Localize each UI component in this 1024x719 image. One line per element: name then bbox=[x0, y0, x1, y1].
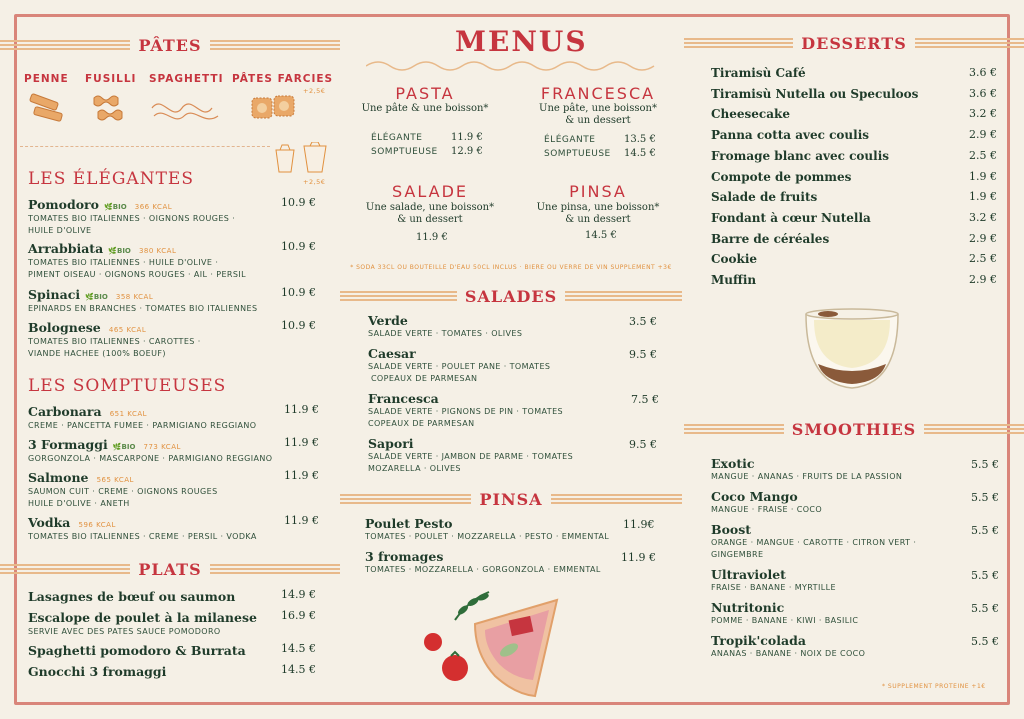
dessert-glass-icon bbox=[802, 306, 902, 392]
list-item: Vodka 596 KCAL TOMATES BIO ITALIENNES · CREME · PERSIL · VODKA bbox=[28, 515, 257, 541]
bio-leaf-icon: 🌿 bbox=[112, 443, 122, 451]
salades-banner bbox=[340, 288, 682, 304]
item-price: 11.9 € bbox=[284, 403, 319, 416]
list-item: 3 Formaggi 🌿BIO 773 KCAL GORGONZOLA · MASCARPONE · PARMIGIANO REGGIANO bbox=[28, 437, 273, 463]
farcies-supplement: +2,5€ bbox=[303, 87, 326, 95]
divider bbox=[20, 146, 270, 147]
pasta-type-farcies: PÂTES FARCIES bbox=[232, 73, 334, 85]
list-item: Lasagnes de bœuf ou saumon bbox=[28, 589, 236, 604]
item-price: 11.9 € bbox=[621, 551, 656, 564]
list-item: Gnocchi 3 fromaggi bbox=[28, 664, 167, 679]
pinsa-banner bbox=[340, 491, 682, 507]
list-item: Exotic MANGUE · ANANAS · FRUITS DE LA PASSION bbox=[711, 456, 903, 481]
list-item: Boost ORANGE · MANGUE · CAROTTE · CITRON VERT · GINGEMBRE bbox=[711, 522, 917, 559]
menu-pasta-sub: Une pâte & une boisson* bbox=[361, 103, 489, 114]
list-item: Spinaci 🌿BIO 358 KCAL EPINARDS EN BRANCHES · TOMATES BIO ITALIENNES bbox=[28, 287, 258, 313]
item-price: 10.9 € bbox=[281, 286, 316, 299]
list-item: Tiramisù Café 3.6 € bbox=[711, 66, 997, 80]
item-price: 5.5 € bbox=[971, 458, 999, 471]
list-item: Sapori SALADE VERTE · JAMBON DE PARME · TOMATES MOZARELLA · OLIVES bbox=[368, 436, 574, 473]
list-item: Verde SALADE VERTE · TOMATES · OLIVES bbox=[368, 313, 523, 338]
item-price: 5.5 € bbox=[971, 524, 999, 537]
list-item: Spaghetti pomodoro & Burrata bbox=[28, 643, 246, 658]
list-item: Escalope de poulet à la milanese SERVIE AVEC DES PATES SAUCE POMODORO bbox=[28, 610, 257, 636]
item-price: 11.9 € bbox=[284, 514, 319, 527]
pinsa-title: PINSA bbox=[479, 489, 543, 509]
item-price: 9.5 € bbox=[629, 438, 657, 451]
smoothies-title: SMOOTHIES bbox=[791, 419, 917, 439]
menus-title: MENUS bbox=[455, 25, 588, 58]
pasta-type-fusilli: FUSILLI bbox=[85, 73, 137, 85]
item-price: 11.9 € bbox=[284, 436, 319, 449]
list-item: Nutritonic POMME · BANANE · KIWI · BASILIC bbox=[711, 600, 859, 625]
spaghetti-icon bbox=[152, 104, 218, 119]
list-item: 3 fromages TOMATES · MOZZARELLA · GORGONZOLA · EMMENTAL bbox=[365, 549, 601, 574]
list-item: Fromage blanc avec coulis 2.5 € bbox=[711, 149, 997, 163]
pizza-slice-icon bbox=[475, 600, 557, 696]
item-price: 16.9 € bbox=[281, 609, 316, 622]
takeaway-box-icon bbox=[272, 142, 332, 176]
list-item: Panna cotta avec coulis 2.9 € bbox=[711, 128, 997, 142]
plats-title: PLATS bbox=[138, 559, 202, 579]
pizza-illustration bbox=[415, 590, 575, 700]
list-item: Salmone 565 KCAL SAUMON CUIT · CREME · OIGNONS ROUGES HUILE D'OLIVE · ANETH bbox=[28, 470, 218, 508]
item-price: 14.5 € bbox=[281, 642, 316, 655]
menu-francesca-title: FRANCESCA bbox=[540, 84, 656, 103]
list-item: Muffin 2.9 € bbox=[711, 273, 997, 287]
list-item: Fondant à cœur Nutella 3.2 € bbox=[711, 211, 997, 225]
plats-banner bbox=[0, 561, 340, 577]
list-item: Barre de céréales 2.9 € bbox=[711, 232, 997, 246]
item-price: 5.5 € bbox=[971, 491, 999, 504]
list-item: Cheesecake 3.2 € bbox=[711, 107, 997, 121]
list-item: Tiramisù Nutella ou Speculoos 3.6 € bbox=[711, 87, 997, 101]
elegantes-title: LES ÉLÉGANTES bbox=[28, 169, 194, 189]
smoothies-footnote: * SUPPLEMENT PROTEINE +1€ bbox=[882, 683, 986, 690]
list-item: Pomodoro 🌿BIO 366 KCAL TOMATES BIO ITALIENNES · OIGNONS ROUGES · HUILE D'OLIVE bbox=[28, 197, 236, 235]
fusilli-icon bbox=[94, 96, 122, 120]
list-item: Francesca SALADE VERTE · PIGNONS DE PIN · TOMATES COPEAUX DE PARMESAN bbox=[368, 391, 564, 428]
list-item: Ultraviolet FRAISE · BANANE · MYRTILLE bbox=[711, 567, 836, 592]
item-price: 5.5 € bbox=[971, 635, 999, 648]
wavy-divider bbox=[366, 58, 662, 74]
box-supplement: +2,5€ bbox=[303, 178, 326, 186]
list-item: Arrabbiata 🌿BIO 380 KCAL TOMATES BIO ITALIENNES · HUILE D'OLIVE · PIMENT OISEAU · OIGNONS ROUGES · AIL · PERSIL bbox=[28, 241, 246, 279]
tomato-icon bbox=[424, 633, 468, 681]
item-price: 10.9 € bbox=[281, 240, 316, 253]
item-price: 14.5 € bbox=[281, 663, 316, 676]
menu-salade-title: SALADE bbox=[391, 182, 469, 201]
basil-icon bbox=[455, 592, 490, 620]
item-price: 11.9€ bbox=[623, 518, 655, 531]
list-item: Coco Mango MANGUE · FRAISE · COCO bbox=[711, 489, 823, 514]
penne-icon bbox=[29, 93, 62, 121]
smoothies-banner bbox=[684, 421, 1024, 437]
list-item: Compote de pommes 1.9 € bbox=[711, 170, 997, 184]
item-price: 5.5 € bbox=[971, 602, 999, 615]
bio-leaf-icon: 🌿 bbox=[104, 203, 113, 211]
desserts-banner bbox=[684, 35, 1024, 51]
bio-leaf-icon: 🌿 bbox=[108, 247, 117, 255]
pates-title: PÂTES bbox=[138, 35, 202, 55]
list-item: Tropik'colada ANANAS · BANANE · NOIX DE COCO bbox=[711, 633, 866, 658]
pasta-illustrations bbox=[24, 92, 324, 132]
menus-footnote: * SODA 33CL OU BOUTEILLE D'EAU 50CL INCLUS · BIERE OU VERRE DE VIN SUPPLEMENT +3€ bbox=[350, 264, 672, 271]
item-price: 11.9 € bbox=[284, 469, 319, 482]
list-item: Poulet Pesto TOMATES · POULET · MOZZARELLA · PESTO · EMMENTAL bbox=[365, 516, 610, 541]
pates-banner bbox=[0, 37, 340, 53]
somptueuses-title: LES SOMPTUEUSES bbox=[28, 376, 227, 396]
list-item: Caesar SALADE VERTE · POULET PANE · TOMATES COPEAUX DE PARMESAN bbox=[368, 346, 551, 383]
list-item: Carbonara 651 KCAL CREME · PANCETTA FUMEE · PARMIGIANO REGGIANO bbox=[28, 404, 257, 430]
menu-pinsa-title: PINSA bbox=[569, 182, 627, 201]
pasta-type-penne: PENNE bbox=[24, 73, 69, 85]
list-item: Bolognese 465 KCAL TOMATES BIO ITALIENNES · CAROTTES · VIANDE HACHEE (100% BOEUF) bbox=[28, 320, 201, 358]
list-item: Salade de fruits 1.9 € bbox=[711, 190, 997, 204]
pasta-type-spaghetti: SPAGHETTI bbox=[149, 73, 224, 85]
bio-leaf-icon: 🌿 bbox=[85, 293, 94, 301]
item-price: 10.9 € bbox=[281, 196, 316, 209]
ravioli-icon bbox=[252, 96, 294, 118]
item-price: 7.5 € bbox=[631, 393, 659, 406]
salades-title: SALADES bbox=[464, 286, 558, 306]
item-price: 10.9 € bbox=[281, 319, 316, 332]
item-price: 9.5 € bbox=[629, 348, 657, 361]
item-price: 3.5 € bbox=[629, 315, 657, 328]
item-price: 14.9 € bbox=[281, 588, 316, 601]
item-price: 5.5 € bbox=[971, 569, 999, 582]
list-item: Cookie 2.5 € bbox=[711, 252, 997, 266]
desserts-title: DESSERTS bbox=[801, 33, 907, 53]
menu-pasta-title: PASTA bbox=[395, 84, 455, 103]
